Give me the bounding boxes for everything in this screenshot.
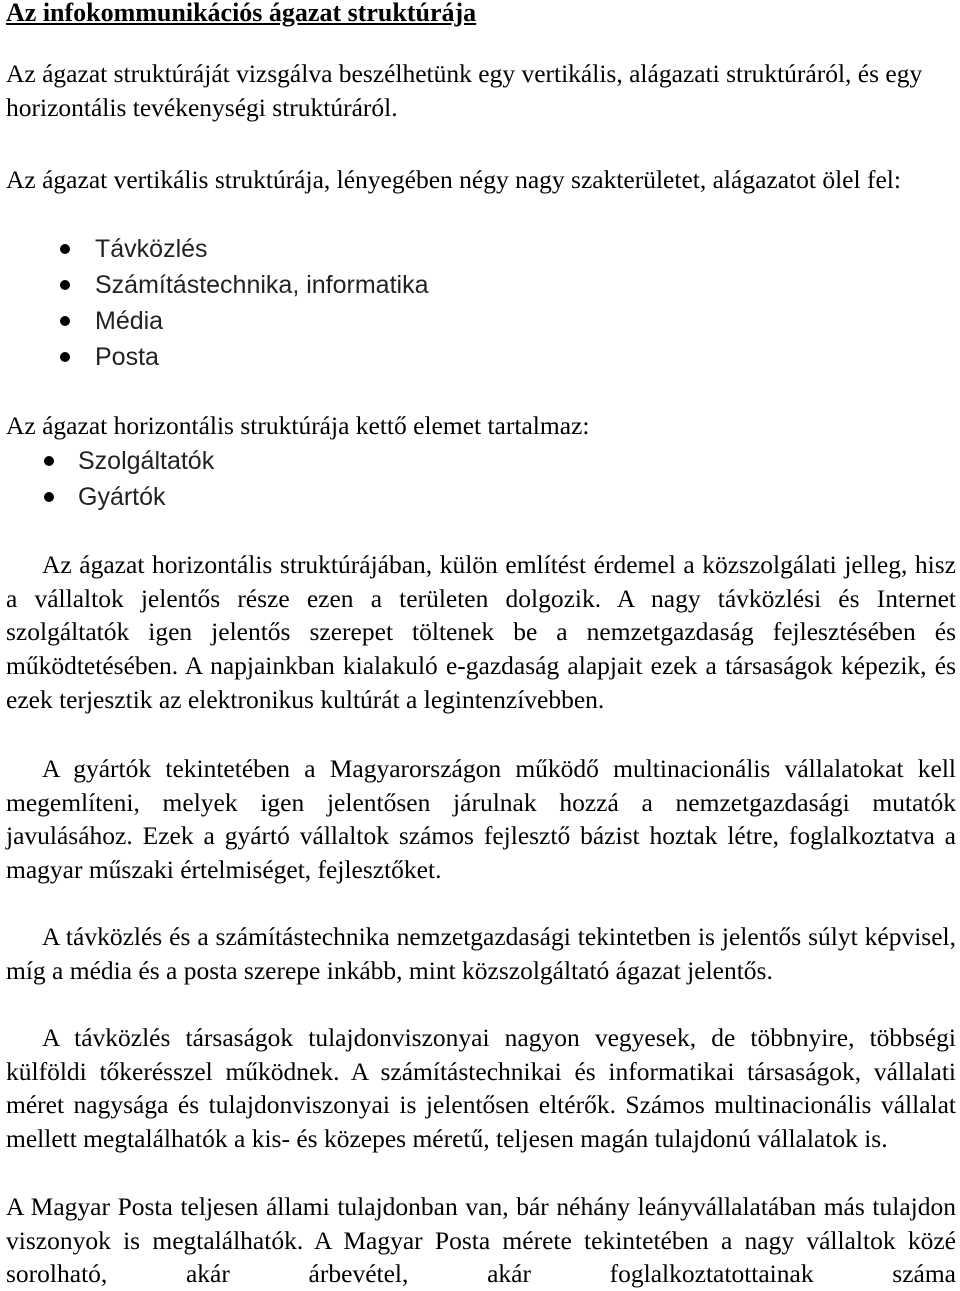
bullet-icon <box>44 492 54 502</box>
list-item-label: Gyártók <box>78 483 166 511</box>
list-item <box>60 339 428 375</box>
list-item <box>60 303 428 339</box>
bullet-icon <box>60 316 70 326</box>
telecom-weight-paragraph: A távközlés és a számítástechnika nemzetgazdasági tekintetben is jelentős súlyt képvisel, míg a média és a posta szerepe inkább, mint közszolgáltató ágazat jelentős. <box>6 922 956 985</box>
vertical-lead-paragraph: Az ágazat vertikális struktúrája, lényegében négy nagy szakterületet, alágazatot ölel fel: <box>6 165 901 194</box>
list-item <box>44 443 214 479</box>
bullet-icon <box>60 352 70 362</box>
list-item-label: Posta <box>95 343 159 371</box>
posta-paragraph: A Magyar Posta teljesen állami tulajdonban van, bár néhány leányvállalatában más tulajdon viszonyok is megtalálhatók. A Magyar Posta mérete tekintetében a nagy vállaltok közé sorolható, akár árbevétel, akár foglalkoztatottainak száma <box>6 1192 956 1289</box>
horizontal-lead-paragraph: Az ágazat horizontális struktúrája kettő elemet tartalmaz: <box>6 411 590 440</box>
list-item <box>60 267 428 303</box>
bullet-icon <box>44 456 54 466</box>
list-item <box>44 479 214 515</box>
horizontal-list <box>44 443 214 515</box>
list-item <box>60 231 428 267</box>
manufacturers-paragraph: A gyártók tekintetében a Magyarországon működő multinacionális vállalatokat kell megemlíteni, melyek igen jelentősen járulnak hozzá a nemzetgazdasági mutatók javulásához. Ezek a gyártó vállaltok számos fejlesztő bázist hoztak létre, foglalkoztatva a magyar műszaki értelmiséget, fejlesztőket. <box>6 754 956 885</box>
intro-paragraph: Az ágazat struktúráját vizsgálva beszélhetünk egy vertikális, alágazati struktúráról, és egy horizontális tevékenységi struktúráról. <box>6 59 923 122</box>
list-item-label: Távközlés <box>95 235 208 263</box>
list-item-label: Szolgáltatók <box>78 447 215 475</box>
list-item-label: Számítástechnika, informatika <box>95 271 429 299</box>
public-service-paragraph: Az ágazat horizontális struktúrájában, külön említést érdemel a közszolgálati jelleg, hisz a vállaltok jelentős része ezen a területen dolgozik. A nagy távközlési és Internet szolgáltatók igen jelentős szerepet töltenek be a nemzetgazdaság fejlesztésében és működtetésében. A napjainkban kialakuló e-gazdaság alapjait ezek a társaságok képezik, és ezek terjesztik az elektronikus kultúrát a legintenzívebben. <box>6 550 956 714</box>
vertical-list <box>60 231 428 375</box>
bullet-icon <box>60 244 70 254</box>
list-item-label: Média <box>95 307 164 335</box>
page-title: Az infokommunikációs ágazat struktúrája <box>6 0 477 27</box>
ownership-paragraph: A távközlés társaságok tulajdonviszonyai nagyon vegyesek, de többnyire, többségi külföldi tőkerésszel működnek. A számítástechnikai és informatikai társaságok, vállalati méret nagysága és tulajdonviszonyai is jelentősen eltérők. Számos multinacionális vállalat mellett megtalálhatók a kis- és közepes méretű, teljesen magán tulajdonú vállalatok is. <box>6 1023 956 1154</box>
bullet-icon <box>60 280 70 290</box>
